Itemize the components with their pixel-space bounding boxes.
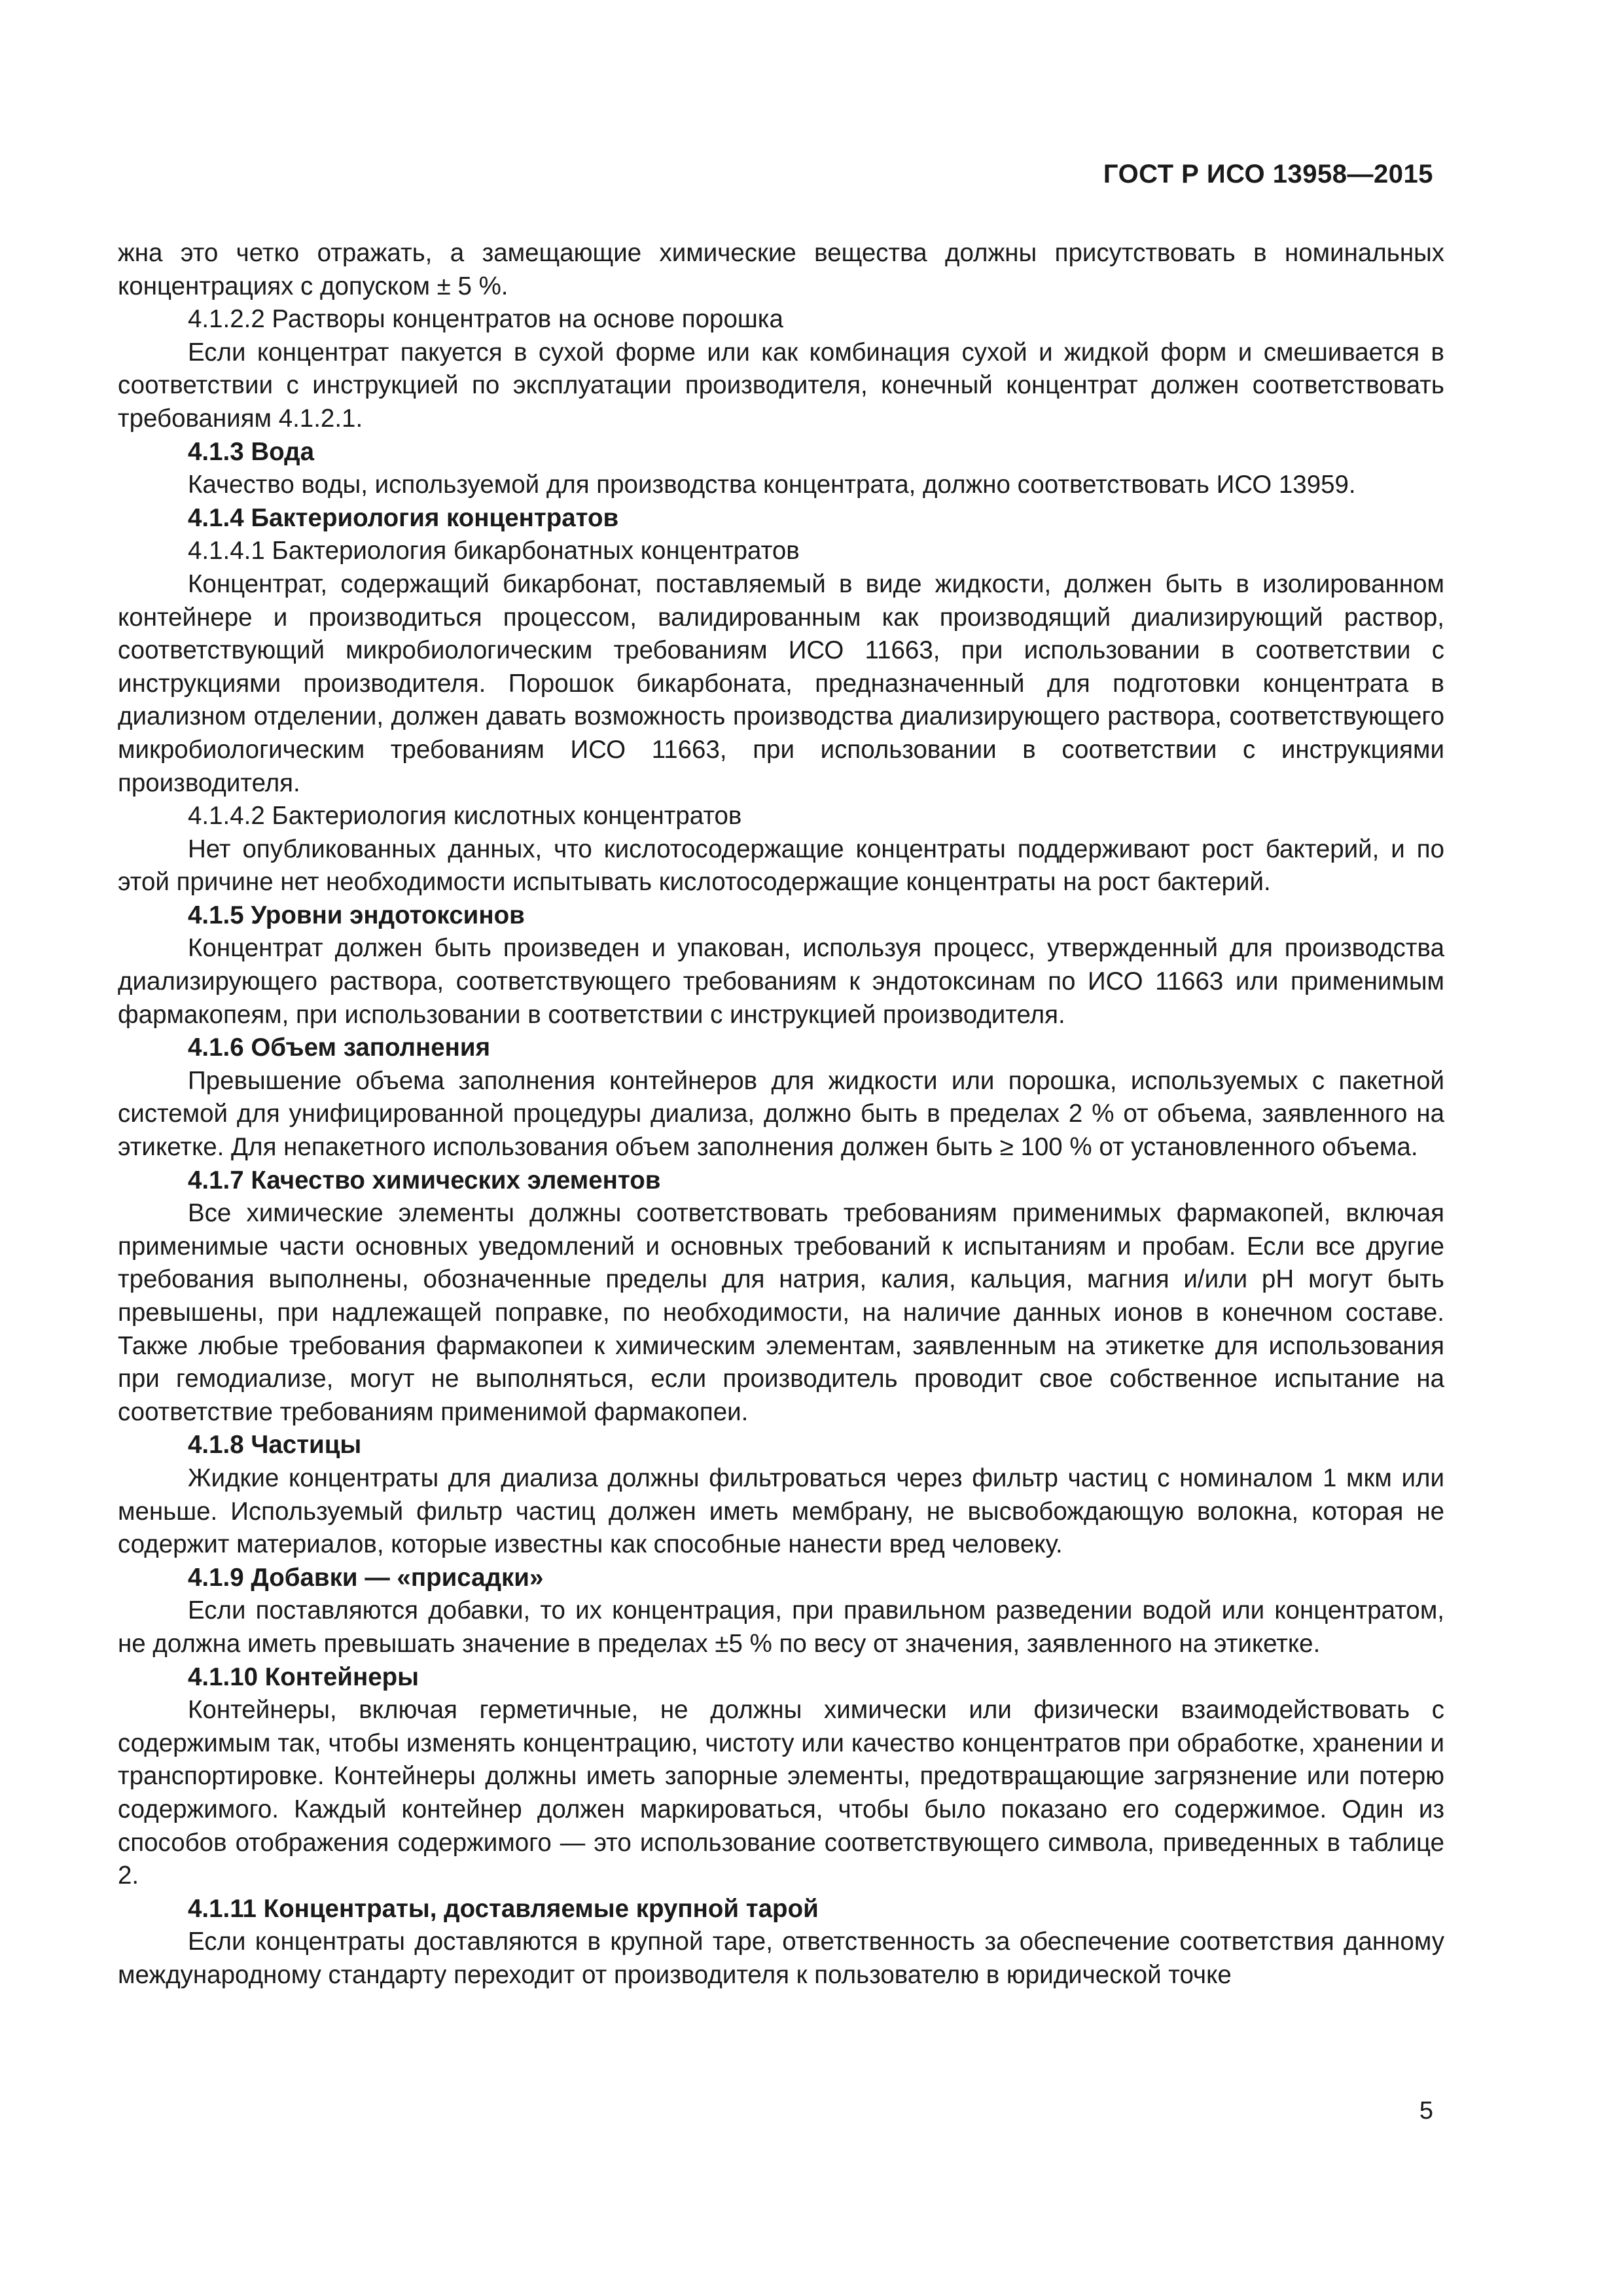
paragraph: Если концентрат пакуется в сухой форме или как комбинация сухой и жидкой форм и смешивается в соответствии с инструкцией по эксплуатации производителя, конечный концентрат должен соответствовать требованиям 4.1.2.1.	[118, 338, 1444, 433]
section-heading: 4.1.3 Вода	[188, 437, 314, 466]
section-heading: 4.1.8 Частицы	[188, 1431, 362, 1460]
paragraph: Жидкие концентраты для диализа должны фильтроваться через фильтр частиц с номиналом 1 мкм или меньше. Используемый фильтр частиц должен иметь мембрану, не высвобождающую волокна, которая не содержит материалов, которые известны как способные нанести вред человеку.	[118, 1463, 1444, 1559]
section-heading: 4.1.5 Уровни эндотоксинов	[188, 901, 525, 929]
paragraph: Превышение объема заполнения контейнеров для жидкости или порошка, используемых с пакетной системой для унифицированной процедуры диализа, должно быть в пределах 2 % от объема, заявленного на этикетке. Для непакетного использования объем заполнения должен быть ≥ 100 % от установленного объема.	[118, 1066, 1444, 1162]
paragraph: Если концентраты доставляются в крупной таре, ответственность за обеспечение соответствия данному международному стандарту переходит от производителя к пользователю в юридической точке	[118, 1928, 1444, 1989]
paragraph: Качество воды, используемой для производства концентрата, должно соответствовать ИСО 13959.	[188, 471, 1356, 499]
section-heading: 4.1.11 Концентраты, доставляемые крупной тарой	[188, 1894, 819, 1923]
document-body	[118, 237, 1444, 1992]
page-number: 5	[1419, 2097, 1433, 2125]
section-heading: 4.1.4 Бактериология концентратов	[188, 503, 619, 532]
paragraph: Все химические элементы должны соответствовать требованиям применимых фармакопей, включая применимые части основных уведомлений и основных требований к испытаниям и пробам. Если все другие требования выполнены, обозначенные пределы для натрия, калия, кальция, магния и/или pH могут быть превышены, при надлежащей поправке, по необходимости, на наличие данных ионов в конечном составе. Также любые требования фармакопеи к химическим элементам, заявленным на этикетке для использования при гемодиализе, могут не выполняться, если производитель проводит свое собственное испытание на соответствие требованиям применимой фармакопеи.	[118, 1199, 1444, 1426]
subclause-title: 4.1.4.1 Бактериология бикарбонатных концентратов	[188, 537, 800, 565]
paragraph: Концентрат, содержащий бикарбонат, поставляемый в виде жидкости, должен быть в изолированном контейнере и производиться процессом, валидированным как производящий диализирующий раствор, соответствующий микробиологическим требованиям ИСО 11663, при использовании в соответствии с инструкциями производителя. Порошок бикарбоната, предназначенный для подготовки концентрата в диализном отделении, должен давать возможность производства диализирующего раствора, соответствующего микробиологическим требованиям ИСО 11663, при использовании в соответствии с инструкциями производителя.	[118, 569, 1444, 797]
subclause-title: 4.1.4.2 Бактериология кислотных концентратов	[188, 802, 742, 831]
paragraph: Если поставляются добавки, то их концентрация, при правильном разведении водой или концентратом, не должна иметь превышать значение в пределах ±5 % по весу от значения, заявленного на этикетке.	[118, 1596, 1444, 1658]
paragraph: Контейнеры, включая герметичные, не должны химически или физически взаимодействовать с содержимым так, чтобы изменять концентрацию, чистоту или качество концентратов при обработке, хранении и транспортировке. Контейнеры должны иметь запорные элементы, предотвращающие загрязнение или потерю содержимого. Каждый контейнер должен маркироваться, чтобы было показано его содержимое. Один из способов отображения содержимого — это использование соответствующего символа, приведенных в таблице 2.	[118, 1696, 1444, 1890]
standard-header: ГОСТ Р ИСО 13958—2015	[1103, 160, 1433, 188]
section-heading: 4.1.10 Контейнеры	[188, 1662, 419, 1691]
section-heading: 4.1.6 Объем заполнения	[188, 1033, 491, 1062]
paragraph: Нет опубликованных данных, что кислотосодержащие концентраты поддерживают рост бактерий, и по этой причине нет необходимости испытывать кислотосодержащие концентраты на рост бактерий.	[118, 834, 1444, 897]
subclause-title: 4.1.2.2 Растворы концентратов на основе порошка	[188, 305, 783, 334]
paragraph: жна это четко отражать, а замещающие химические вещества должны присутствовать в номинальных концентрациях с допуском ± 5 %.	[118, 239, 1444, 300]
section-heading: 4.1.7 Качество химических элементов	[188, 1166, 661, 1194]
paragraph: Концентрат должен быть произведен и упакован, используя процесс, утвержденный для производства диализирующего раствора, соответствующего требованиям к эндотоксинам по ИСО 11663 или применимым фармакопеям, при использовании в соответствии с инструкцией производителя.	[118, 934, 1444, 1029]
section-heading: 4.1.9 Добавки — «присадки»	[188, 1563, 544, 1592]
